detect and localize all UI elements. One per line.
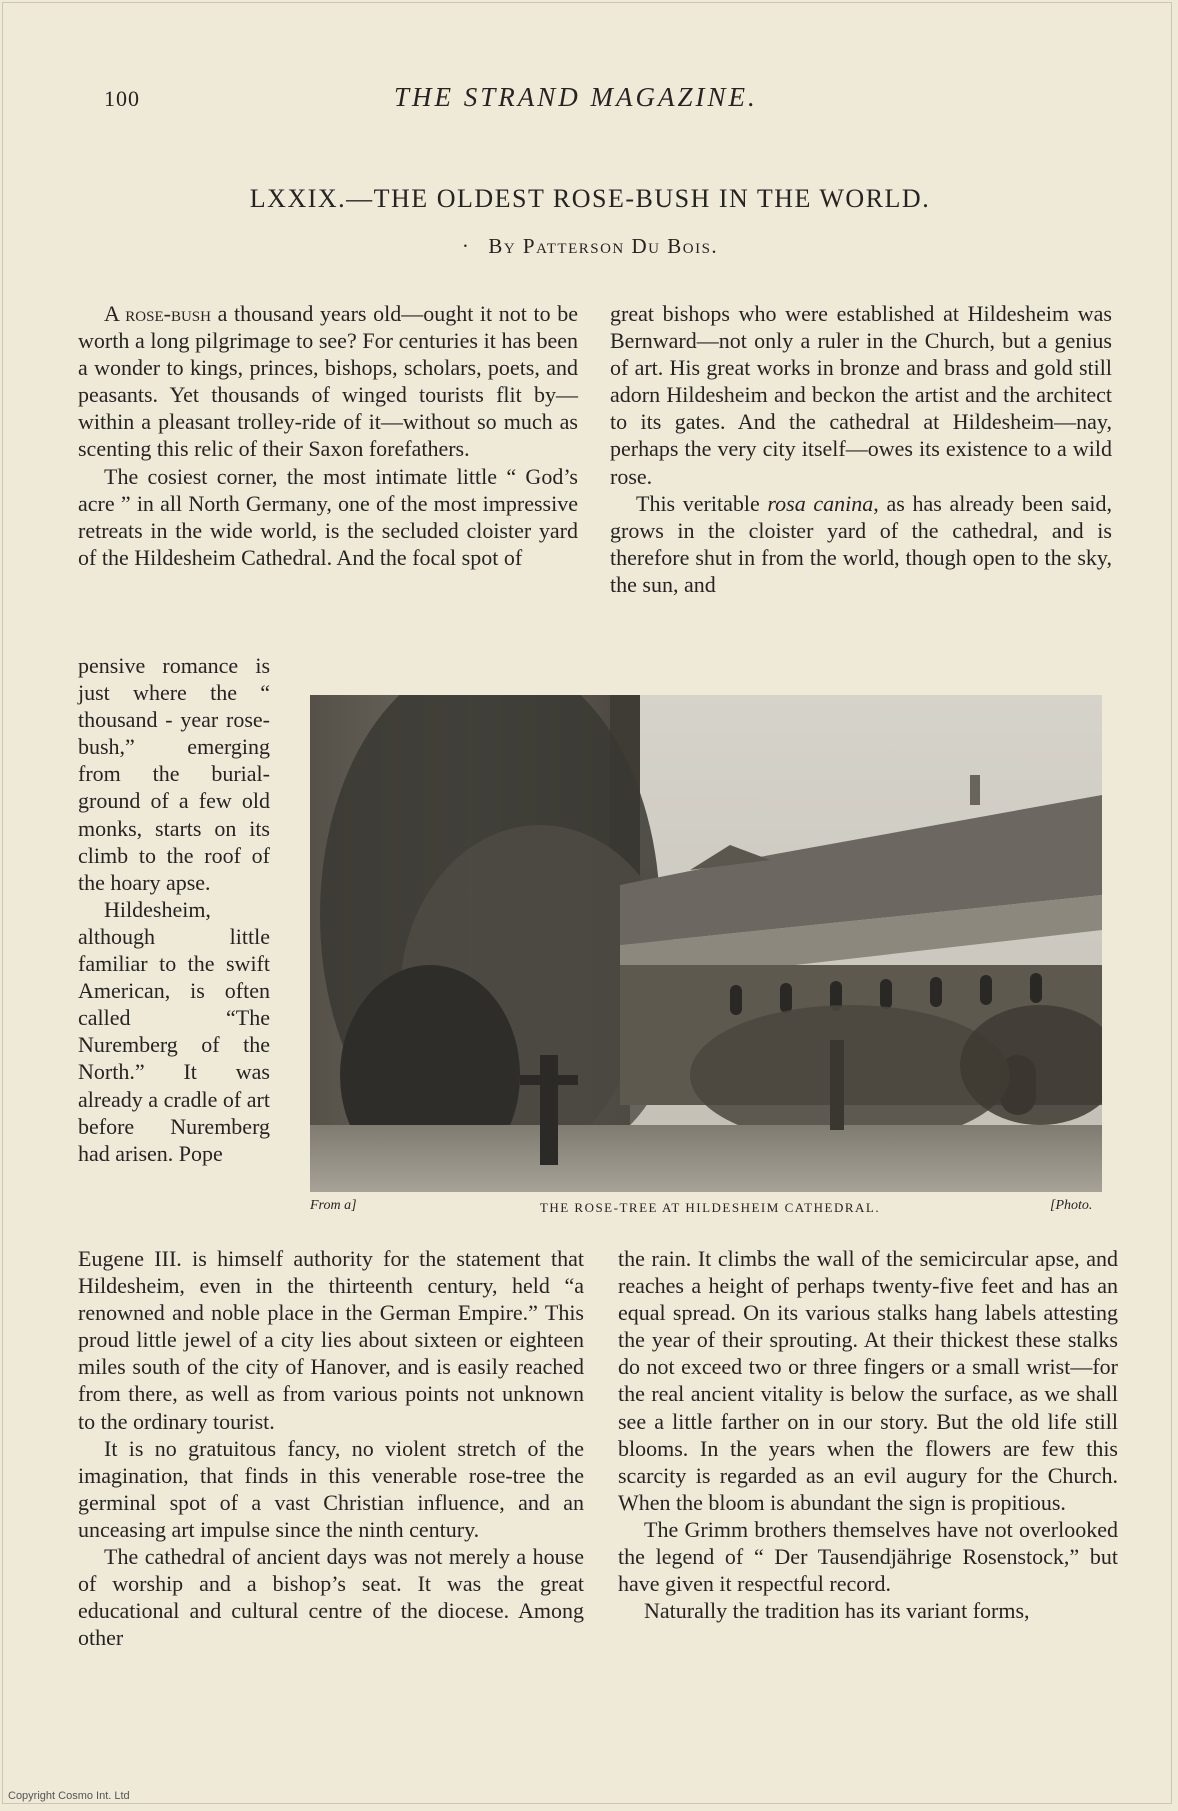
column-left-bottom bbox=[78, 1245, 584, 1651]
drop-lead: A rose-bush bbox=[104, 301, 211, 326]
rose-tree-photo bbox=[310, 695, 1102, 1192]
photo-credit-right: [Photo. bbox=[1050, 1198, 1093, 1213]
page-number: 100 bbox=[104, 86, 140, 111]
latin-name: rosa canina bbox=[767, 490, 874, 516]
paragraph-continued: great bishops who were established at Hildesheim was Bernward—not only a ruler in the Church, but a genius of art. His great works in bronze and brass and gold still adorn Hildesheim and beckon the artist and the architect to its gates. And the cathedral at Hildesheim—nay, perhaps the very city itself—owes its existence to a wild rose. bbox=[610, 301, 1112, 489]
byline-author: Patterson Du Bois. bbox=[522, 234, 719, 258]
photo-credit-left: From a] bbox=[310, 1198, 357, 1213]
copyright-notice: Copyright Cosmo Int. Ltd bbox=[8, 1790, 130, 1802]
column-right-top bbox=[610, 300, 1112, 598]
paragraph bbox=[610, 490, 1112, 598]
paragraph-text: , as has already been said, grows in the cloister yard of the cathedral, and is therefore shut in from the world, though open to the sky, the sun, and bbox=[610, 490, 1112, 597]
paragraph bbox=[78, 300, 578, 463]
paragraph: The cathedral of ancient days was not merely a house of worship and a bishop’s seat. It was the great educational and cultural centre of the diocese. Among other bbox=[78, 1544, 584, 1651]
paragraph-continued: Eugene III. is himself authority for the statement that Hildesheim, even in the thirteenth century, held “a renowned and noble place in the German Empire.” This proud little jewel of a city lies about sixteen or eighteen miles south of the city of Hanover, and is easily reached from there, as well as from various points not unknown to the ordinary tourist. bbox=[78, 1246, 584, 1434]
column-left-top bbox=[78, 300, 578, 571]
paragraph: Naturally the tradition has its variant forms, bbox=[644, 1598, 1030, 1624]
magazine-title: THE STRAND MAGAZINE. bbox=[394, 82, 758, 112]
column-narrow bbox=[78, 652, 270, 1167]
photo-caption: THE ROSE-TREE AT HILDESHEIM CATHEDRAL. bbox=[539, 1200, 881, 1215]
paragraph-continued: the rain. It climbs the wall of the semicircular apse, and reaches a height of perhaps twenty-five feet and has an equal spread. On its various stalks hang labels attesting the year of their sprouting. At their thickest these stalks do not exceed two or three fingers or a small wrist—for the real ancient vitality is below the surface, as we shall see a little farther on in our story. But the old life still blooms. In the years when the flowers are few this scarcity is regarded as an evil augury for the Church. When the bloom is abundant the sign is propitious. bbox=[618, 1246, 1118, 1515]
column-right-bottom bbox=[618, 1245, 1118, 1624]
byline bbox=[280, 234, 900, 259]
byline-prefix: By bbox=[488, 234, 517, 258]
article-title: LXXIX.—THE OLDEST ROSE-BUSH IN THE WORLD. bbox=[249, 184, 931, 213]
paragraph-continued: pensive romance is just where the “ thousand - year rose-bush,” emerging from the burial-ground of a few old monks, starts on its climb to the roof of the hoary apse. bbox=[78, 653, 270, 895]
byline-bullet: · bbox=[461, 234, 471, 258]
paragraph: Hildesheim, although little familiar to the swift American, is often called “The Nuremberg of the North.” It was already a cradle of art before Nuremberg had arisen. Pope bbox=[78, 896, 270, 1166]
paragraph: The Grimm brothers themselves have not overlooked the legend of “ Der Tausendjährige Rosenstock,” but have given it respectful record. bbox=[618, 1516, 1118, 1597]
paragraph-text: This veritable bbox=[636, 490, 768, 516]
paragraph: It is no gratuitous fancy, no violent stretch of the imagination, that finds in this venerable rose-tree the germinal spot of a vast Christian influence, and an unceasing art impulse since the ninth century. bbox=[78, 1435, 584, 1542]
paragraph: The cosiest corner, the most intimate little “ God’s acre ” in all North Germany, one of the most impressive retreats in the wide world, is the secluded cloister yard of the Hildesheim Cathedral. And the focal spot of bbox=[78, 463, 578, 570]
paragraph-text: a thousand years old—ought it not to be worth a long pilgrimage to see? For centuries it has been a wonder to kings, princes, bishops, scholars, poets, and peasants. Yet thousands of winged tourists flit by—within a pleasant trolley-ride of it—without so much as scenting this relic of their Saxon forefathers. bbox=[78, 301, 579, 462]
